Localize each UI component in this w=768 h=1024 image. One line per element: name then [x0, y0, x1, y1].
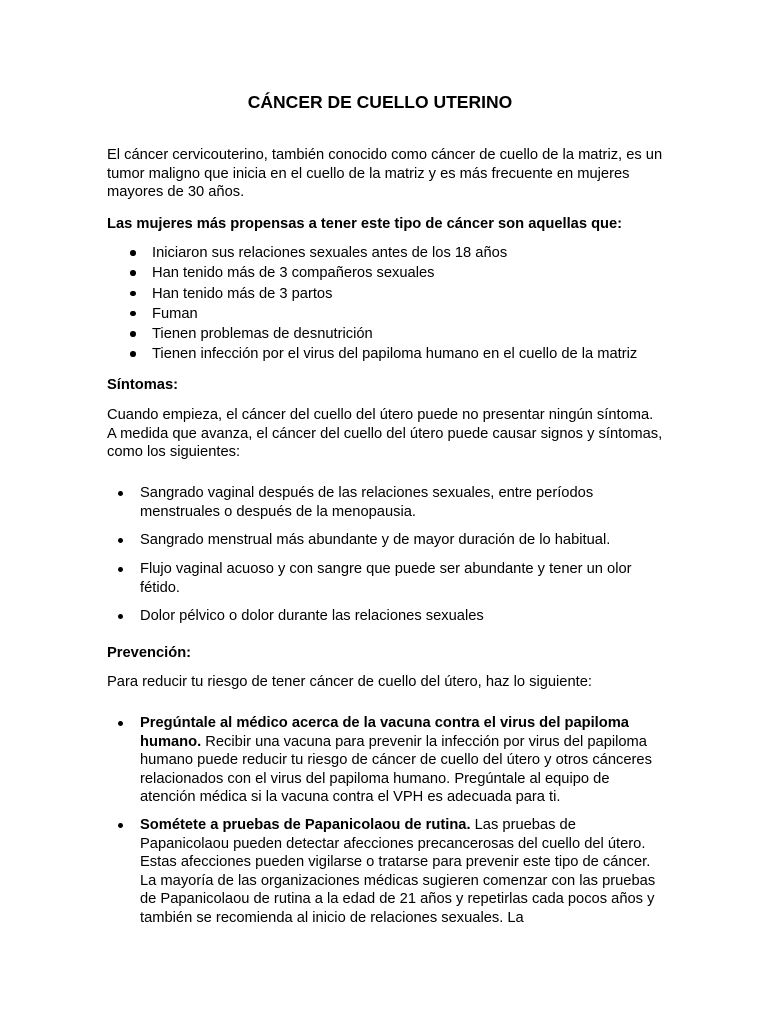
- risk-list: [107, 243, 663, 365]
- list-item: Han tenido más de 3 partos: [107, 284, 663, 304]
- risk-heading: Las mujeres más propensas a tener este tipo de cáncer son aquellas que:: [107, 216, 623, 232]
- list-item: [107, 714, 663, 807]
- list-item: Sangrado menstrual más abundante y de mayor duración de lo habitual.: [107, 531, 610, 550]
- list-item: Iniciaron sus relaciones sexuales antes de los 18 años: [107, 243, 663, 263]
- list-item: Sangrado vaginal después de las relaciones sexuales, entre períodos menstruales o después de la menopausia.: [107, 484, 663, 521]
- document-title: CÁNCER DE CUELLO UTERINO: [247, 92, 513, 112]
- list-item: Tienen infección por el virus del papiloma humano en el cuello de la matriz: [107, 344, 663, 364]
- list-item: Han tenido más de 3 compañeros sexuales: [107, 263, 663, 283]
- symptoms-heading: Síntomas:: [107, 377, 178, 393]
- symptoms-intro: Cuando empieza, el cáncer del cuello del útero puede no presentar ningún síntoma. A medida que avanza, el cáncer del cuello del útero puede causar signos y síntomas, como los siguientes:: [107, 407, 663, 460]
- list-item: Dolor pélvico o dolor durante las relaciones sexuales: [107, 607, 484, 626]
- list-item-text: Las pruebas de Papanicolaou pueden detectar afecciones precancerosas del cuello del útero. Estas afecciones pueden vigilarse o tratarse para prevenir este tipo de cáncer. La mayoría de las organizaciones médicas sugieren comenzar con las pruebas de Papanicolaou de rutina a la edad de 21 años y repetirlas cada pocos años y también se recomienda al inicio de relaciones sexuales. La: [140, 817, 656, 926]
- list-item: [107, 816, 663, 927]
- list-item-lead: Sométete a pruebas de Papanicolaou de rutina.: [140, 817, 471, 833]
- list-item-text: Recibir una vacuna para prevenir la infección por virus del papiloma humano puede reducir tu riesgo de cáncer de cuello del útero y otros cánceres relacionados con el virus del papiloma humano. Pregúntale al equipo de atención médica si la vacuna contra el VPH es adecuada para ti.: [140, 733, 652, 805]
- intro-paragraph: El cáncer cervicouterino, también conocido como cáncer de cuello de la matriz, es un tumor maligno que inicia en el cuello de la matriz y es más frecuente en mujeres mayores de 30 años.: [107, 147, 663, 200]
- prevention-heading: Prevención:: [107, 645, 192, 661]
- list-item-lead: Pregúntale al médico acerca de la vacuna contra el virus del papiloma humano.: [140, 715, 629, 750]
- list-item: Fuman: [107, 304, 663, 324]
- list-item: Flujo vaginal acuoso y con sangre que puede ser abundante y tener un olor fétido.: [107, 560, 663, 597]
- list-item: Tienen problemas de desnutrición: [107, 324, 663, 344]
- prevention-intro: Para reducir tu riesgo de tener cáncer de cuello del útero, haz lo siguiente:: [107, 674, 592, 690]
